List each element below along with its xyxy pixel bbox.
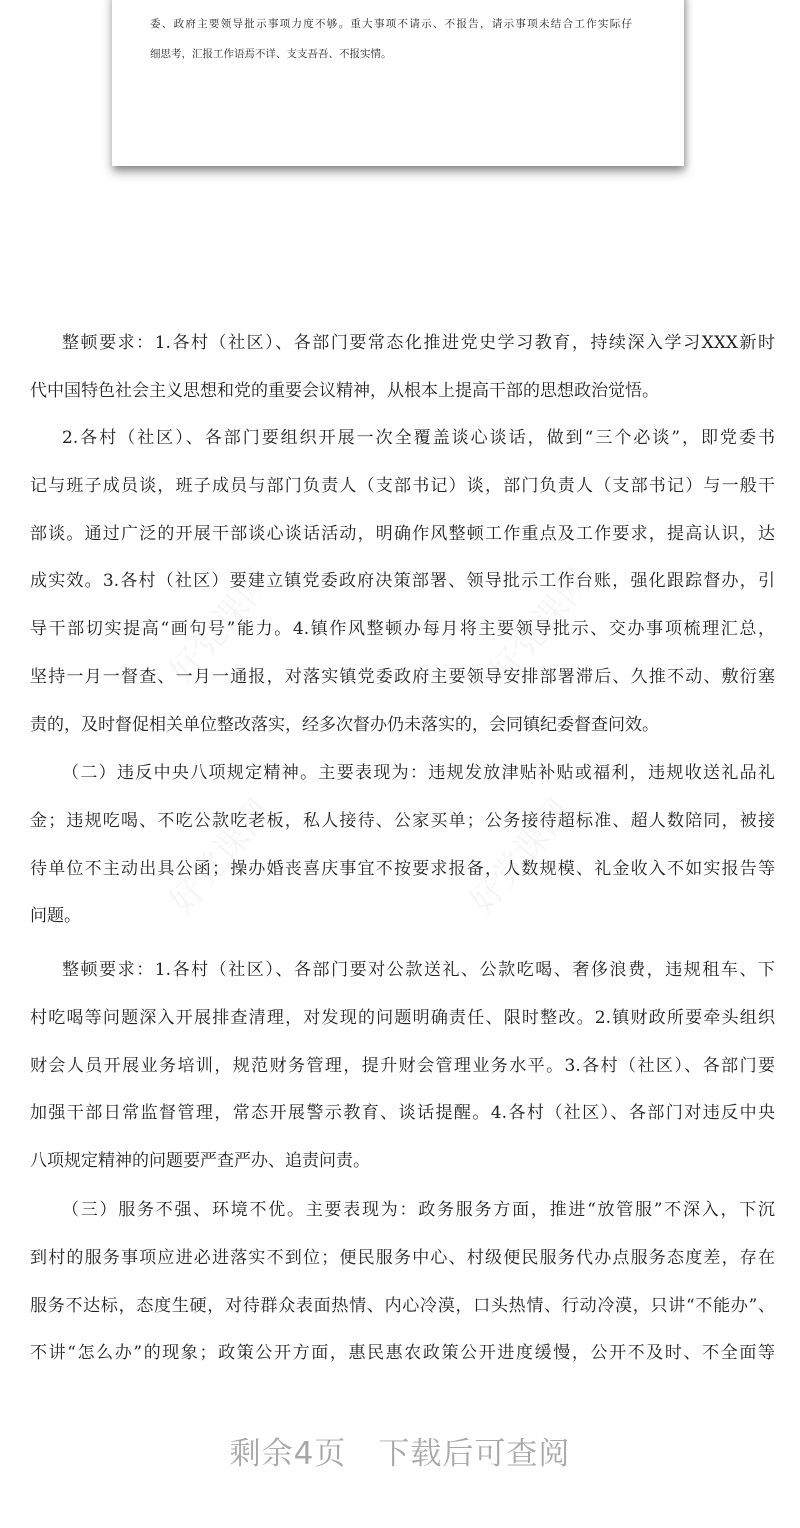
paragraph-line: 2.各村（社区）、各部门要组织开展一次全覆盖谈心谈话，做到“三个必谈”，即党委书: [62, 428, 775, 448]
paragraph-line: 导干部切实提高“画句号”能力。4.镇作风整顿办每月将主要领导批示、交办事项梳理汇总，: [30, 619, 775, 640]
paragraph-line: （二）违反中央八项规定精神。主要表现为：违规发放津贴补贴或福利，违规收送礼品礼: [62, 763, 775, 783]
paragraph-line: 财会人员开展业务培训，规范财务管理，提升财会管理业务水平。3.各村（社区）、各部门要: [30, 1055, 775, 1076]
preview-line: 委、政府主要领导批示事项力度不够。重大事项不请示、不报告，请示事项未结合工作实际仔: [150, 18, 632, 30]
paragraph-line: 代中国特色社会主义思想和党的重要会议精神，从根本上提高干部的思想政治觉悟。: [30, 380, 659, 401]
paragraph-line: 责的，及时督促相关单位整改落实，经多次督办仍未落实的，会同镇纪委督查问效。: [30, 714, 659, 735]
download-prompt[interactable]: [0, 1428, 800, 1473]
paragraph-line: 村吃喝等问题深入开展排查清理，对发现的问题明确责任、限时整改。2.镇财政所要牵头组织: [30, 1007, 775, 1028]
paragraph-line: 整顿要求：1.各村（社区）、各部门要常态化推进党史学习教育，持续深入学习XXX新时: [62, 333, 775, 353]
paragraph-line: （三）服务不强、环境不优。主要表现为：政务服务方面，推进“放管服”不深入，下沉: [62, 1200, 775, 1220]
paragraph-line: 加强干部日常监督管理，常态开展警示教育、谈话提醒。4.各村（社区）、各部门对违反中央: [30, 1103, 775, 1124]
paragraph-line: 成实效。3.各村（社区）要建立镇党委政府决策部署、领导批示工作台账，强化跟踪督办，引: [30, 571, 775, 592]
watermark: [156, 787, 281, 923]
paragraph-line: 问题。: [30, 906, 81, 927]
watermark: [456, 787, 581, 923]
document-preview-page: [112, 0, 684, 166]
paragraph-line: 部谈。通过广泛的开展干部谈心谈话活动，明确作风整顿工作重点及工作要求，提高认识，达: [30, 523, 775, 544]
paragraph-line: 坚持一月一督查、一月一通报，对落实镇党委政府主要领导安排部署滞后、久推不动、敷衍塞: [30, 667, 775, 687]
paragraph-line: 到村的服务事项应进必进落实不到位；便民服务中心、村级便民服务代办点服务态度差，存在: [30, 1247, 775, 1268]
paragraph-line: 金；违规吃喝、不吃公款吃老板，私人接待、公家买单；公务接待超标准、超人数陪同，被接: [30, 810, 775, 831]
paragraph-line: 不讲“怎么办”的现象；政策公开方面，惠民惠农政策公开进度缓慢，公开不及时、不全面等: [30, 1343, 775, 1364]
paragraph-line: 八项规定精神的问题要严查严办、追责问责。: [30, 1151, 370, 1172]
paragraph-line: 整顿要求：1.各村（社区）、各部门要对公款送礼、公款吃喝、奢侈浪费，违规租车、下: [62, 960, 775, 980]
paragraph-line: 服务不达标，态度生硬，对待群众表面热情、内心冷漠，口头热情、行动冷漠，只讲“不能办”、: [30, 1295, 775, 1316]
paragraph-line: 待单位不主动出具公函；操办婚丧喜庆事宜不按要求报备，人数规模、礼金收入不如实报告等: [30, 858, 775, 879]
download-to-view-label[interactable]: 下载后可查阅: [378, 1436, 571, 1472]
remaining-pages-label[interactable]: 剩余4页: [229, 1436, 347, 1472]
preview-line: 细思考，汇报工作语焉不详、支支吾吾、不报实情。: [150, 48, 392, 60]
paragraph-line: 记与班子成员谈，班子成员与部门负责人（支部书记）谈，部门负责人（支部书记）与一般干: [30, 475, 775, 496]
